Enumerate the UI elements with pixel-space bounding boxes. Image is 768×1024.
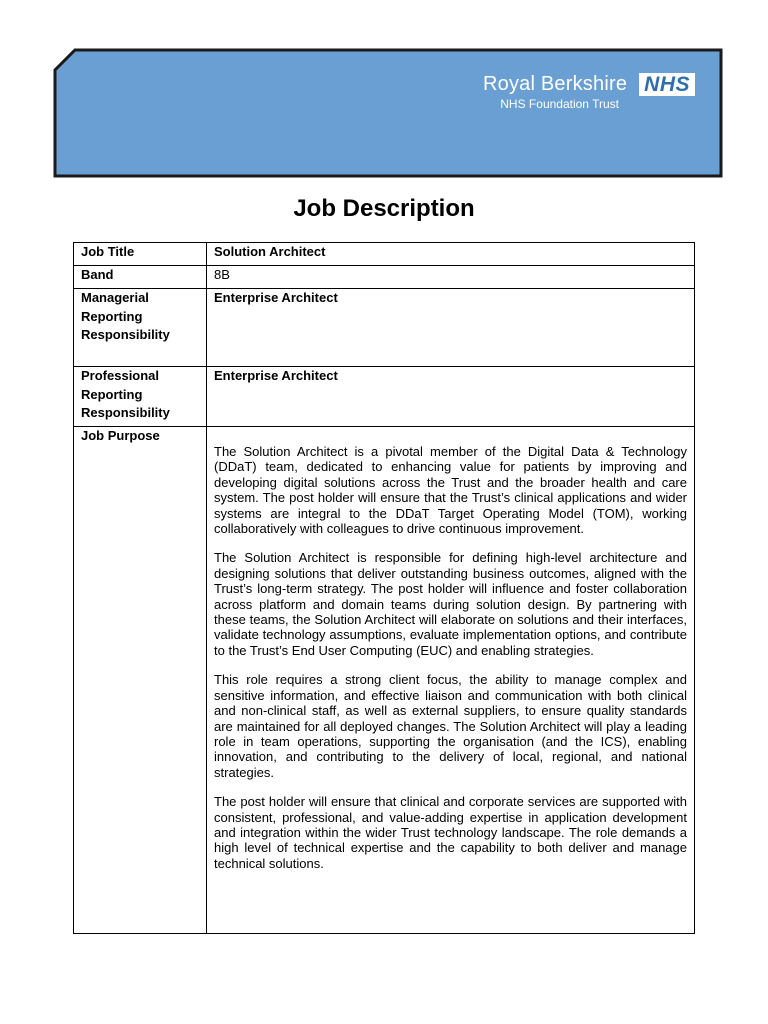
job-title-label: Job Title <box>74 243 207 266</box>
purpose-text <box>207 427 695 934</box>
purpose-paragraph: The Solution Architect is a pivotal member of the Digital Data & Technology (DDaT) team, dedicated to enhancing value for patients by improving and developing digital solutions across the Trust and the broader health and care system. The post holder will ensure that the Trust’s clinical applications and wider systems are integral to the DDaT Target Operating Model (TOM), working collaboratively with colleagues to drive continuous improvement. <box>214 444 687 537</box>
page-title: Job Description <box>293 195 475 222</box>
purpose-paragraph: The Solution Architect is responsible for defining high-level architecture and designing solutions that deliver outstanding business outcomes, aligned with the Trust’s long-term strategy. The post holder will influence and foster collaboration across platform and domain teams during solution design. By partnering with these teams, the Solution Architect will elaborate on solutions and their interfaces, validate technology assumptions, evaluate implementation options, and contribute to the Trust’s End User Computing (EUC) and enabling strategies. <box>214 550 687 658</box>
table-row-purpose <box>74 427 695 934</box>
professional-label: Professional Reporting Responsibility <box>74 367 207 427</box>
trust-logo <box>483 72 695 111</box>
table-row-managerial <box>74 289 695 367</box>
professional-value: Enterprise Architect <box>207 367 695 427</box>
managerial-label: Managerial Reporting Responsibility <box>74 289 207 367</box>
purpose-paragraph: This role requires a strong client focus, the ability to manage complex and sensitive information, and effective liaison and communication with both clinical and non-clinical staff, as well as external suppliers, to ensure quality standards are maintained for all deployed changes. The Solution Architect will play a leading role in team operations, supporting the organisation (and the ICS), enabling innovation, and contributing to the delivery of local, regional, and national strategies. <box>214 672 687 780</box>
table-row-band <box>74 266 695 289</box>
table-row-job-title <box>74 243 695 266</box>
purpose-label: Job Purpose <box>74 427 207 934</box>
nhs-logo: NHS <box>639 73 695 96</box>
purpose-paragraph: The post holder will ensure that clinical and corporate services are supported with consistent, professional, and value-adding expertise in application development and integration within the wider Trust technology landscape. The role demands a high level of technical expertise and the capability to both deliver and manage technical solutions. <box>214 794 687 871</box>
band-label: Band <box>74 266 207 289</box>
trust-subtitle: NHS Foundation Trust <box>500 97 619 111</box>
band-value: 8B <box>207 266 695 289</box>
banner-shape <box>53 48 723 178</box>
header-banner <box>53 48 723 178</box>
managerial-value: Enterprise Architect <box>207 289 695 367</box>
table-row-professional <box>74 367 695 427</box>
trust-name: Royal Berkshire <box>482 73 628 95</box>
job-details-table <box>73 242 695 934</box>
job-title-value: Solution Architect <box>207 243 695 266</box>
